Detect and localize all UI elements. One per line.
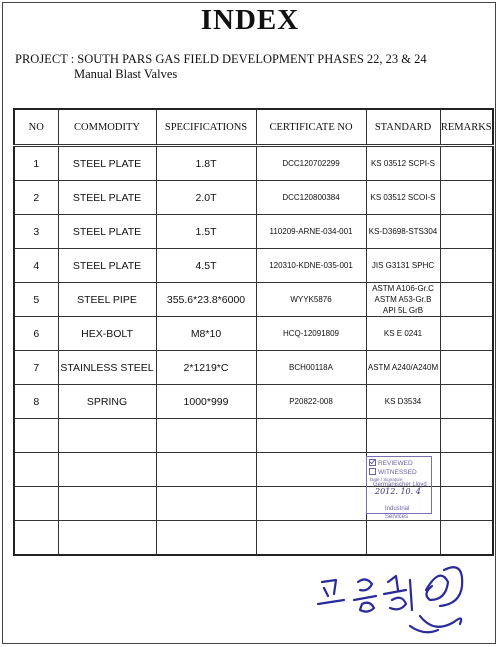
cell-remarks [440,317,493,351]
cell-standard [366,351,440,385]
cell-certificate-no [256,419,366,453]
cell-remarks [440,283,493,317]
cell-certificate-no: HCQ-12091809 [256,317,366,351]
cell-commodity: SPRING [58,385,156,419]
stamp-handwritten-date: 2012. 10. 4 [375,487,421,496]
stamp-company: Germanischer Lloyd [373,482,427,488]
cell-remarks [440,385,493,419]
cell-standard [366,419,440,453]
column-header-remarks: REMARKS [440,109,493,146]
stamp-services: Industrial Services [385,506,410,520]
cell-commodity [58,521,156,556]
standard-line: ASTM A53-Gr.B [374,295,432,304]
cell-no: 2 [14,181,58,215]
cell-certificate-no [256,453,366,487]
standard-line: JIS G3131 SPHC [371,261,435,270]
cell-commodity: STEEL PLATE [58,249,156,283]
page-title: INDEX [200,4,300,36]
table-header-row [14,109,493,146]
checkbox-empty-icon [369,468,376,475]
cell-specifications: 1.8T [156,146,256,181]
cell-standard [366,146,440,181]
stamp-witnessed-label: WITNESSED [378,469,417,476]
cell-certificate-no: WYYK5876 [256,283,366,317]
cell-remarks [440,351,493,385]
cell-commodity [58,487,156,521]
cell-specifications: 2.0T [156,181,256,215]
cell-no [14,453,58,487]
cell-no [14,521,58,556]
cell-remarks [440,419,493,453]
cell-no: 8 [14,385,58,419]
cell-specifications [156,521,256,556]
cell-commodity: STEEL PLATE [58,181,156,215]
stamp-date-label: Date / Signature [370,477,403,482]
column-header-no: NO [14,109,58,146]
cell-standard [366,215,440,249]
cell-specifications: 1.5T [156,215,256,249]
cell-standard [366,317,440,351]
cell-remarks [440,146,493,181]
cell-no: 1 [14,146,58,181]
standard-line: KS D3534 [384,397,422,406]
standard-line: KS 03512 SCOI-S [370,193,436,202]
cell-commodity [58,453,156,487]
standard-line: KS E 0241 [383,329,423,338]
handwritten-signature [314,560,474,640]
cell-specifications: 4.5T [156,249,256,283]
table-row [14,283,493,317]
cell-remarks [440,181,493,215]
cell-remarks [440,215,493,249]
cell-remarks [440,521,493,556]
standard-line: ASTM A106-Gr.C [372,284,434,293]
checkbox-checked-icon [369,459,376,466]
cell-no: 7 [14,351,58,385]
column-header-standard: STANDARD [366,109,440,146]
standard-line: KS 03512 SCPI-S [370,159,436,168]
table-row [14,317,493,351]
cell-standard [366,283,440,317]
table-row [14,419,493,453]
stamp-reviewed-label: REVIEWED [378,460,413,467]
cell-standard [366,521,440,556]
cell-certificate-no: P20822-008 [256,385,366,419]
cell-specifications: 355.6*23.8*6000 [156,283,256,317]
table-row [14,249,493,283]
cell-standard [366,385,440,419]
project-line: PROJECT : SOUTH PARS GAS FIELD DEVELOPMENT PHASES 22, 23 & 24 [15,52,427,66]
table-row [14,351,493,385]
cell-certificate-no: DCC120800384 [256,181,366,215]
cell-commodity: STEEL PLATE [58,146,156,181]
cell-remarks [440,249,493,283]
cell-specifications: 2*1219*C [156,351,256,385]
stamp-reviewed-row [369,459,429,468]
project-subtitle: Manual Blast Valves [74,67,178,81]
cell-commodity [58,419,156,453]
cell-standard [366,181,440,215]
cell-specifications: 1000*999 [156,385,256,419]
cell-no [14,487,58,521]
cell-certificate-no: 110209-ARNE-034-001 [256,215,366,249]
table-row [14,385,493,419]
cell-remarks [440,487,493,521]
cell-specifications [156,419,256,453]
cell-no: 6 [14,317,58,351]
cell-certificate-no: BCH00118A [256,351,366,385]
cell-specifications [156,453,256,487]
cell-specifications [156,487,256,521]
cell-commodity: STEEL PLATE [58,215,156,249]
standard-line: API 5L GrB [382,306,424,315]
cell-remarks [440,453,493,487]
table-row [14,215,493,249]
column-header-certificate-no: CERTIFICATE NO [256,109,366,146]
inspection-stamp [366,456,432,520]
cell-commodity: STEEL PIPE [58,283,156,317]
cell-standard [366,249,440,283]
cell-commodity: HEX-BOLT [58,317,156,351]
cell-no: 5 [14,283,58,317]
table-row [14,146,493,181]
cell-certificate-no: 120310-KDNE-035-001 [256,249,366,283]
cell-no: 4 [14,249,58,283]
cell-no [14,419,58,453]
table-row [14,521,493,556]
column-header-commodity: COMMODITY [58,109,156,146]
cell-certificate-no [256,521,366,556]
cell-certificate-no [256,487,366,521]
standard-line: KS-D3698-STS304 [368,227,438,236]
cell-no: 3 [14,215,58,249]
cell-certificate-no: DCC120702299 [256,146,366,181]
standard-line: ASTM A240/A240M [367,363,439,372]
column-header-specifications: SPECIFICATIONS [156,109,256,146]
cell-commodity: STAINLESS STEEL [58,351,156,385]
cell-specifications: M8*10 [156,317,256,351]
table-row [14,181,493,215]
